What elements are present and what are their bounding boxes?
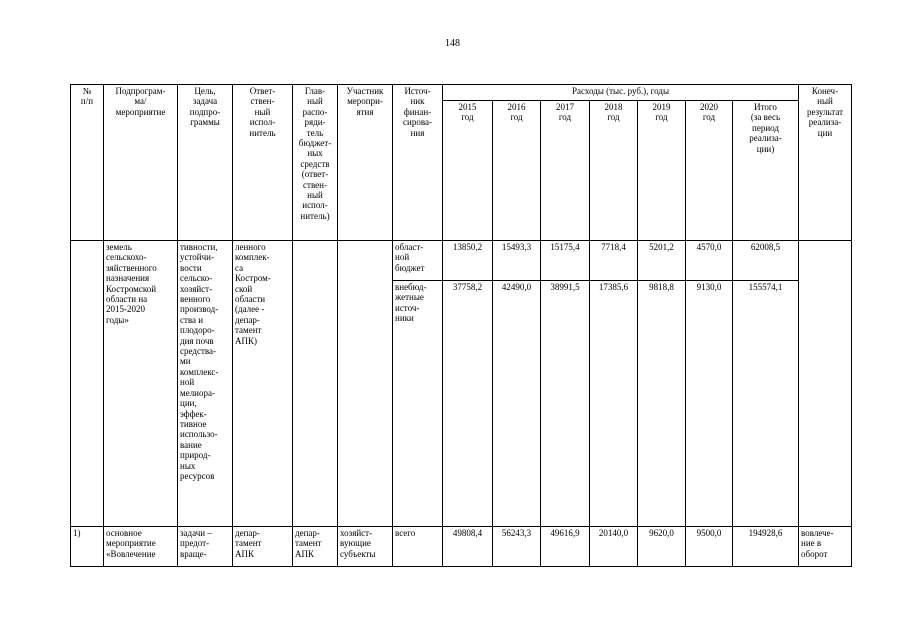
item-executor: депар- тамент АПК <box>233 527 293 567</box>
value-cell: 49616,9 <box>541 527 590 567</box>
value-cell: 56243,3 <box>493 527 541 567</box>
value-cell: 9620,0 <box>638 527 686 567</box>
item-manager: депар- тамент АПК <box>293 527 338 567</box>
value-cell-total: 155574,1 <box>733 281 799 527</box>
value-cell: 42490,0 <box>493 281 541 527</box>
header-year-2018: 2018 год <box>590 101 638 241</box>
value-cell: 9818,8 <box>638 281 686 527</box>
cont-manager <box>293 241 338 527</box>
item-participant: хозяйст- вующие субъекты <box>338 527 393 567</box>
cont-result <box>799 241 852 527</box>
budget-table <box>70 84 852 567</box>
value-cell: 17385,6 <box>590 281 638 527</box>
header-year-2019: 2019 год <box>638 101 686 241</box>
value-cell-total: 194928,6 <box>733 527 799 567</box>
page-number: 148 <box>445 38 460 49</box>
table-row <box>71 527 852 567</box>
header-source: Источ- ник финан- сирова- ния <box>393 85 443 241</box>
value-cell: 9500,0 <box>686 527 733 567</box>
cont-program: земель сельскохо- зяйственного назначения Костромской области на 2015-2020 годы» <box>104 241 178 527</box>
value-cell: 15175,4 <box>541 241 590 281</box>
cont-goal: тивности, устойчи- вости сельско- хозяйст- венного производ- ства и плодоро- дия почв средства- ми комплекс- ной мелиора- ции, эффек- тивное использо- вание природ- ных ресурсов <box>178 241 233 527</box>
value-cell: 20140,0 <box>590 527 638 567</box>
value-cell: 38991,5 <box>541 281 590 527</box>
header-goal: Цель, задача подпро- граммы <box>178 85 233 241</box>
source-extrabudgetary: внебюд- жетные источ- ники <box>393 281 443 527</box>
header-manager: Глав- ный распо- ряди- тель бюджет- ных средств (ответ- ствен- ный испол- нитель) <box>293 85 338 241</box>
value-cell: 37758,2 <box>443 281 493 527</box>
header-result: Конеч- ный результат реализа- ции <box>799 85 852 241</box>
header-executor: Ответ- ствен- ный испол- нитель <box>233 85 293 241</box>
item-num: 1) <box>71 527 104 567</box>
value-cell: 9130,0 <box>686 281 733 527</box>
value-cell: 15493,3 <box>493 241 541 281</box>
value-cell: 5201,2 <box>638 241 686 281</box>
header-num: № п/п <box>71 85 104 241</box>
value-cell: 13850,2 <box>443 241 493 281</box>
cont-executor: ленного комплек- са Костром- ской области (далее - депар- тамент АПК) <box>233 241 293 527</box>
item-source: всего <box>393 527 443 567</box>
cont-num <box>71 241 104 527</box>
item-program: основное мероприятие «Вовлечение <box>104 527 178 567</box>
header-year-2016: 2016 год <box>493 101 541 241</box>
header-total: Итого (за весь период реализа- ции) <box>733 101 799 241</box>
header-participant: Участник меропри- ятия <box>338 85 393 241</box>
value-cell: 7718,4 <box>590 241 638 281</box>
header-expenses: Расходы (тыс. руб.), годы <box>443 85 799 101</box>
source-regional-budget: област- ной бюджет <box>393 241 443 281</box>
header-program: Подпрограм- ма/ мероприятие <box>104 85 178 241</box>
item-goal: задачи – предот- враще- <box>178 527 233 567</box>
table-row <box>71 241 852 281</box>
item-result: вовлече- ние в оборот <box>799 527 852 567</box>
header-year-2020: 2020 год <box>686 101 733 241</box>
header-year-2017: 2017 год <box>541 101 590 241</box>
cont-participant <box>338 241 393 527</box>
value-cell-total: 62008,5 <box>733 241 799 281</box>
header-year-2015: 2015 год <box>443 101 493 241</box>
value-cell: 49808,4 <box>443 527 493 567</box>
value-cell: 4570,0 <box>686 241 733 281</box>
